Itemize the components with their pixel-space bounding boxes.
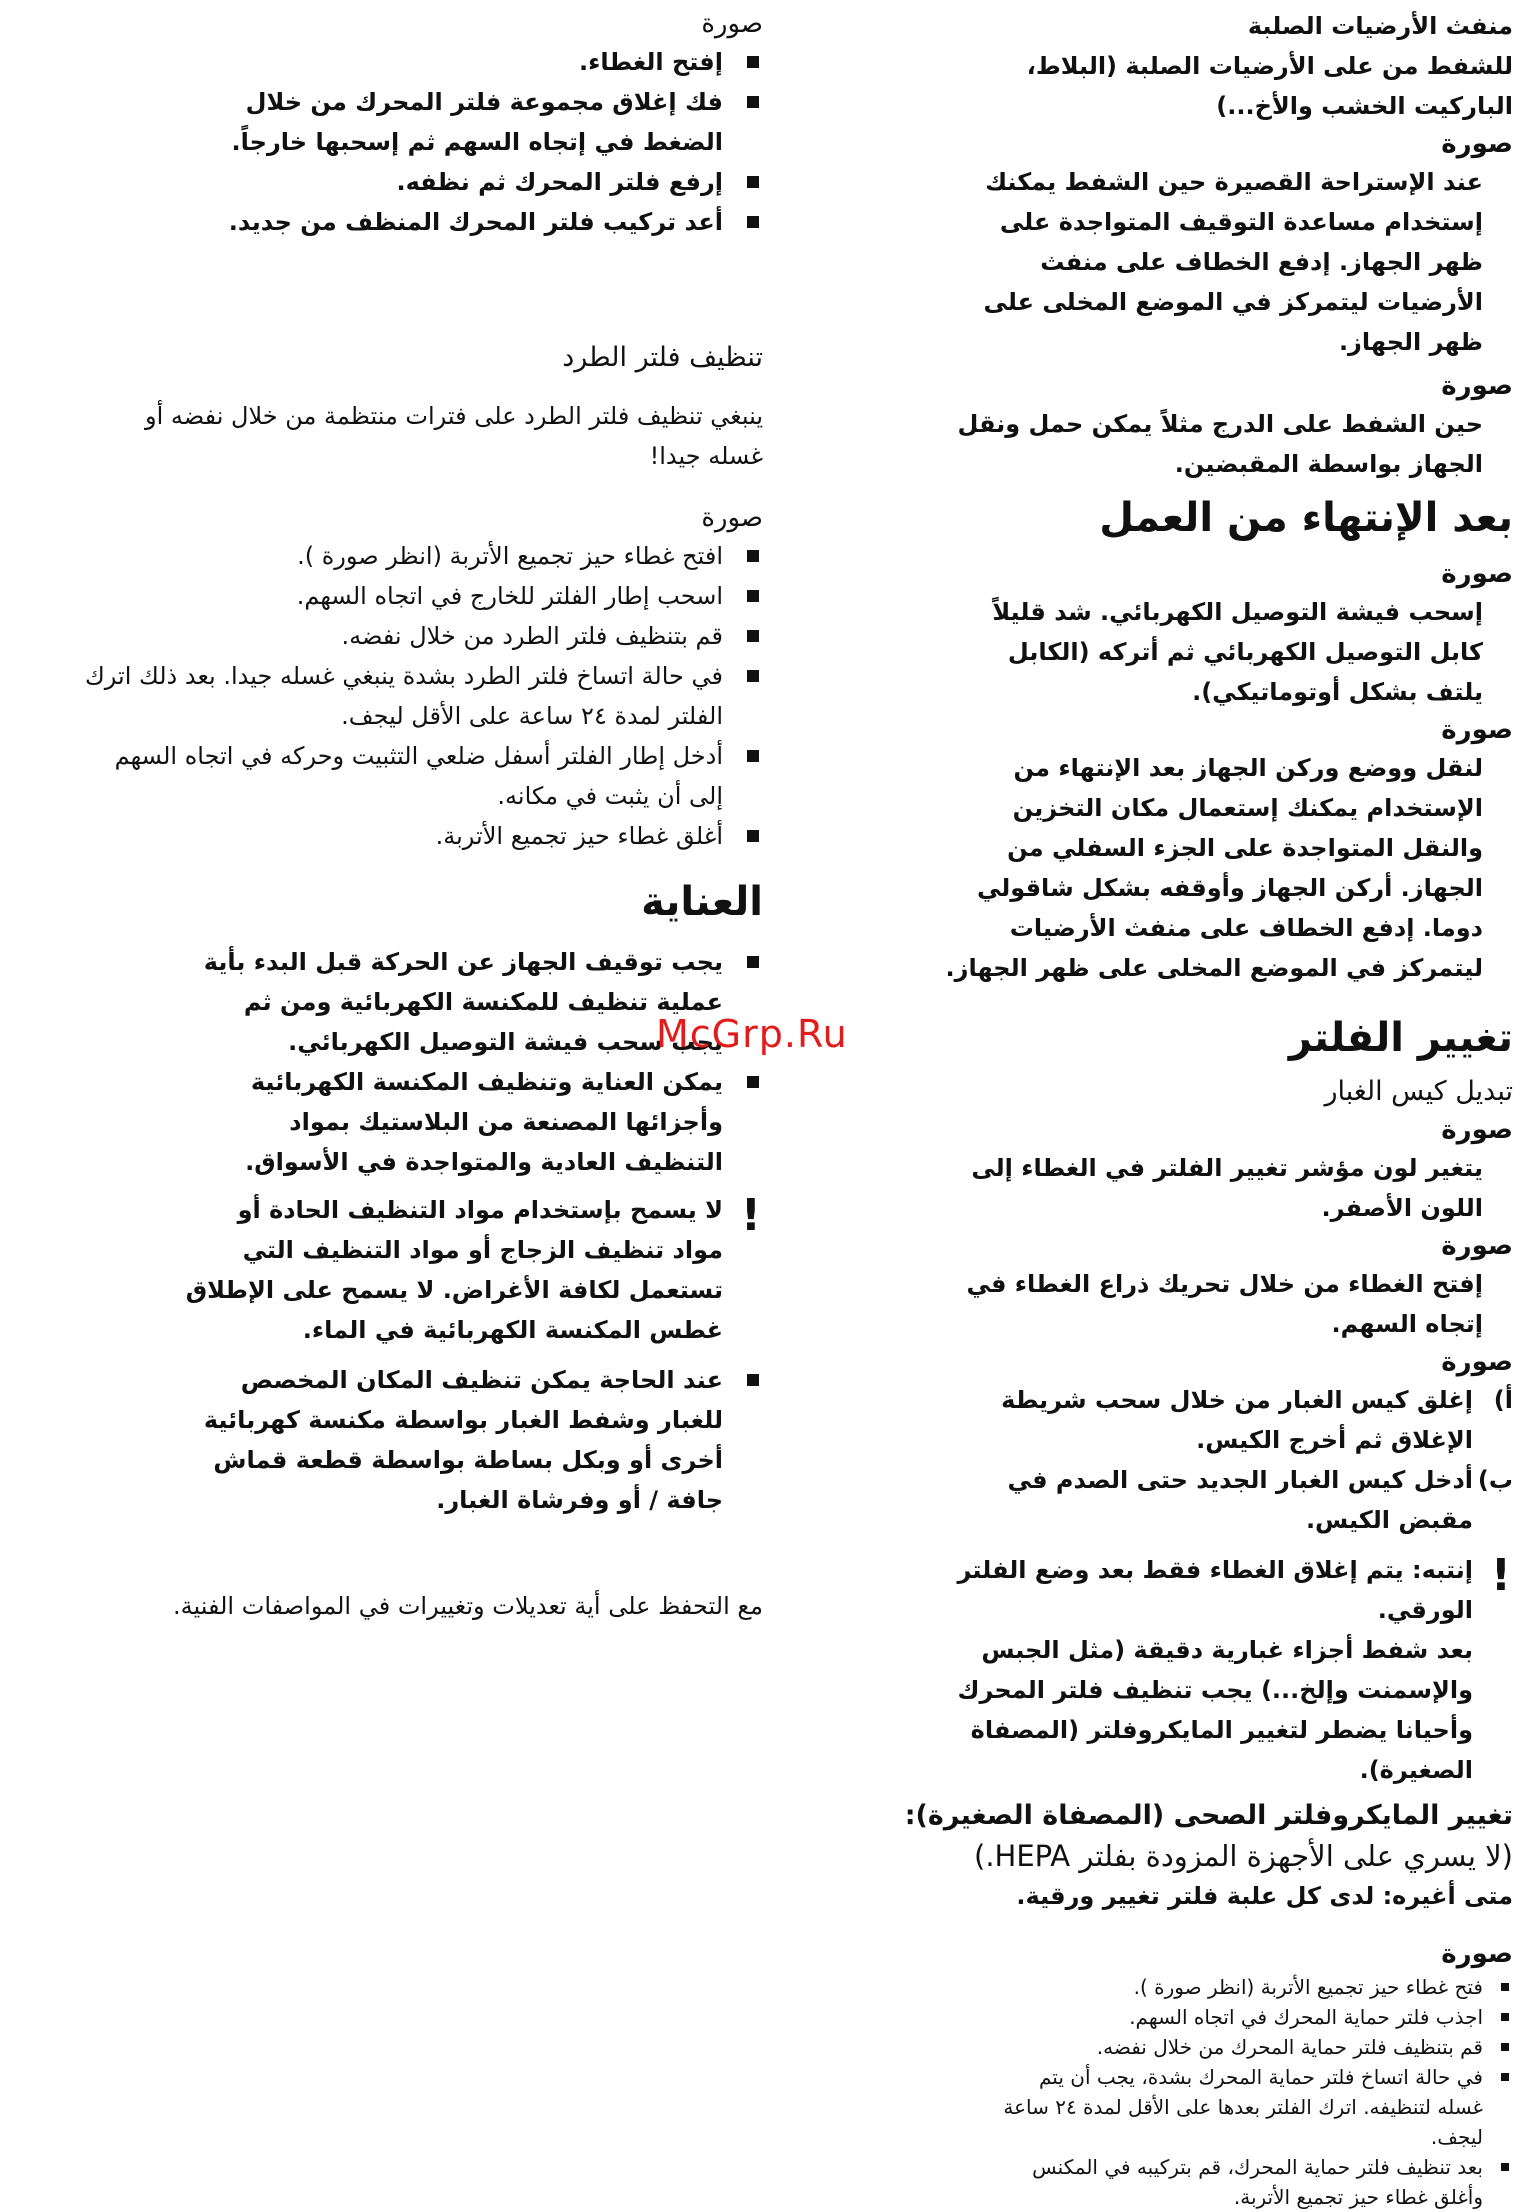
care-heading: العناية (641, 879, 763, 925)
care-warning (183, 1190, 763, 1350)
list-item: عند الحاجة يمكن تنظيف المكان المخصص للغبار وشفط الغبار بواسطة مكنسة كهربائية أخرى أو وبكل بساطة بواسطة قطعة قماش جافة / أو وفرشاة الغبار. (203, 1360, 763, 1520)
bullet-icon (1501, 2013, 1509, 2021)
step-b-text: أدخل كيس الغبار الجديد حتى الصدم في مقبض الكيس. (1007, 1466, 1473, 1534)
bullet-icon (747, 176, 759, 188)
exhaust-filter-heading: تنظيف فلتر الطرد (562, 342, 763, 373)
bullet-icon (1501, 1983, 1509, 1991)
list-item: في حالة اتساخ فلتر الطرد بشدة ينبغي غسله جيدا. بعد ذلك اترك الفلتر لمدة ٢٤ ساعة على الأقل ليجف. (83, 656, 763, 736)
micro-filter-heading: تغيير المايكروفلتر الصحى (المصفاة الصغيرة): (904, 1800, 1513, 1831)
filter-change-text-2: إفتح الغطاء من خلال تحريك ذراع الغطاء في إتجاه السهم. (966, 1270, 1483, 1338)
step-b-label: ب) (1477, 1466, 1513, 1494)
motor-filter-steps (203, 42, 763, 242)
bullet-icon (1501, 2163, 1509, 2171)
bullet-icon (747, 590, 759, 602)
list-item: أغلق غطاء حيز تجميع الأتربة. (83, 816, 763, 856)
stairs-text: حين الشفط على الدرج مثلاً يمكن حمل ونقل الجهاز بواسطة المقبضين. (957, 410, 1483, 478)
list-item: أدخل إطار الفلتر أسفل ضلعي التثبيت وحركه في اتجاه السهم إلى أن يثبت في مكانه. (83, 736, 763, 816)
exclamation-icon: ! (1490, 1550, 1511, 1601)
bullet-icon (1501, 2043, 1509, 2051)
watermark: McGrp.Ru (656, 1012, 848, 1056)
park-text: عند الإستراحة القصيرة حين الشفط يمكنك إستخدام مساعدة التوقيف المتواجدة على ظهر الجهاز. إدفع الخطاف على منفث الأرضيات ليتمركز في الموضع المخلى على ظهر الجهاز. (983, 168, 1483, 356)
bullet-icon (747, 1374, 759, 1386)
list-item: يجب توقيف الجهاز عن الحركة قبل البدء بأية عملية تنظيف للمكنسة الكهربائية ومن ثم يجب سحب فيشة التوصيل الكهربائي. (203, 942, 763, 1062)
list-item: يمكن العناية وتنظيف المكنسة الكهربائية وأجزائها المصنعة من البلاستيك بمواد التنظيف العادية والمتواجدة في الأسواق. (203, 1062, 763, 1182)
park-figure-ref: صورة (1441, 129, 1513, 159)
footer-note: مع التحفظ على أية تعديلات وتغييرات في المواصفات الفنية. (173, 1592, 763, 1620)
bullet-icon (747, 1076, 759, 1088)
step-a-text: إغلق كيس الغبار من خلال سحب شريطة الإغلاق ثم أخرج الكيس. (1001, 1386, 1473, 1454)
exhaust-filter-steps (83, 536, 763, 856)
bullet-icon (747, 216, 759, 228)
exhaust-filter-text: ينبغي تنظيف فلتر الطرد على فترات منتظمة من خلال نفضه أو غسله جيدا! (145, 402, 763, 470)
filter-warning (913, 1550, 1513, 1790)
care-steps-2 (203, 1360, 763, 1520)
bullet-icon (747, 670, 759, 682)
bullet-icon (747, 96, 759, 108)
stairs-figure-ref: صورة (1441, 371, 1513, 401)
dust-bag-step-b (943, 1460, 1513, 1540)
list-item: بعد تنظيف فلتر حماية المحرك، قم بتركيبه في المكنس وأغلق غطاء حيز تجميع الأتربة. (993, 2152, 1513, 2212)
list-item: إرفع فلتر المحرك ثم نظفه. (203, 162, 763, 202)
motor-filter-figure-ref: صورة (701, 9, 763, 39)
after-work-text-2: لنقل ووضع وركن الجهاز بعد الإنتهاء من الإستخدام يمكنك إستعمال مكان التخزين والنقل المتواجدة على الجزء السفلي من الجهاز. أركن الجهاز وأوقفه بشكل شاقولي دوما. إدفع الخطاف على منفث الأرضيات ليتمركز في الموضع المخلى على ظهر الجهاز. (945, 754, 1483, 982)
bullet-icon (747, 750, 759, 762)
after-work-figure-ref-2: صورة (1441, 715, 1513, 745)
dust-bag-step-a (943, 1380, 1513, 1460)
list-item: قم بتنظيف فلتر الطرد من خلال نفضه. (83, 616, 763, 656)
bullet-icon (747, 630, 759, 642)
list-item: اسحب إطار الفلتر للخارج في اتجاه السهم. (83, 576, 763, 616)
micro-filter-steps (993, 1972, 1513, 2212)
bullet-icon (747, 830, 759, 842)
care-warning-text: لا يسمح بإستخدام مواد التنظيف الحادة أو مواد تنظيف الزجاج أو مواد التنظيف التي تستعمل لكافة الأغراض. لا يسمح على الإطلاق غطس المكنسة الكهربائية في الماء. (185, 1196, 723, 1344)
care-steps (203, 942, 763, 1182)
filter-change-figure-ref-1: صورة (1441, 1115, 1513, 1145)
bullet-icon (747, 550, 759, 562)
list-item: فتح غطاء حيز تجميع الأتربة (انظر صورة ). (993, 1972, 1513, 2002)
filter-warning-line-2: بعد شفط أجزاء غبارية دقيقة (مثل الجبس والإسمنت وإلخ...) يجب تنظيف فلتر المحرك وأحيانا يضطر لتغيير المايكروفلتر (المصفاة الصغيرة). (957, 1636, 1473, 1784)
list-item: قم بتنظيف فلتر حماية المحرك من خلال نفضه. (993, 2032, 1513, 2062)
left-column (33, 0, 763, 1626)
exhaust-filter-figure-ref: صورة (701, 503, 763, 533)
after-work-text-1: إسحب فيشة التوصيل الكهربائي. شد قليلاً كابل التوصيل الكهربائي ثم أتركه (الكابل يلتف بشكل أوتوماتيكي). (992, 598, 1483, 706)
bullet-icon (747, 956, 759, 968)
list-item: افتح غطاء حيز تجميع الأتربة (انظر صورة ). (83, 536, 763, 576)
step-a-label: أ) (1493, 1386, 1513, 1414)
filter-change-figure-ref-3: صورة (1441, 1347, 1513, 1377)
floor-nozzle-text: للشفط من على الأرضيات الصلبة (البلاط، الباركيت الخشب والأخ...) (1026, 52, 1513, 120)
after-work-figure-ref-1: صورة (1441, 559, 1513, 589)
list-item: في حالة اتساخ فلتر حماية المحرك بشدة، يجب أن يتم غسله لتنظيفه. اترك الفلتر بعدها على الأقل لمدة ٢٤ ساعة ليجف. (993, 2062, 1513, 2152)
floor-nozzle-title: منفث الأرضيات الصلبة (1247, 12, 1513, 40)
list-item: اجذب فلتر حماية المحرك في اتجاه السهم. (993, 2002, 1513, 2032)
right-column (793, 0, 1513, 2212)
exclamation-icon: ! (740, 1190, 761, 1241)
micro-filter-figure-ref: صورة (1441, 1939, 1513, 1969)
filter-change-subheading: تبديل كيس الغبار (1324, 1076, 1513, 1107)
list-item: إفتح الغطاء. (203, 42, 763, 82)
filter-warning-line-1: إنتبه: يتم إغلاق الغطاء فقط بعد وضع الفلتر الورقي. (957, 1556, 1473, 1624)
list-item: أعد تركيب فلتر المحرك المنظف من جديد. (203, 202, 763, 242)
after-work-heading: بعد الإنتهاء من العمل (1099, 495, 1513, 541)
filter-change-heading: تغيير الفلتر (1288, 1015, 1513, 1061)
filter-change-figure-ref-2: صورة (1441, 1231, 1513, 1261)
bullet-icon (747, 56, 759, 68)
filter-change-text-1: يتغير لون مؤشر تغيير الفلتر في الغطاء إلى اللون الأصفر. (971, 1154, 1483, 1222)
bullet-icon (1501, 2073, 1509, 2081)
micro-filter-when: متى أغيره: لدى كل علبة فلتر تغيير ورقية. (1016, 1882, 1513, 1910)
micro-filter-note: (لا يسري على الأجهزة المزودة بفلتر HEPA.) (974, 1839, 1513, 1873)
list-item: فك إغلاق مجموعة فلتر المحرك من خلال الضغط في إتجاه السهم ثم إسحبها خارجاً. (203, 82, 763, 162)
